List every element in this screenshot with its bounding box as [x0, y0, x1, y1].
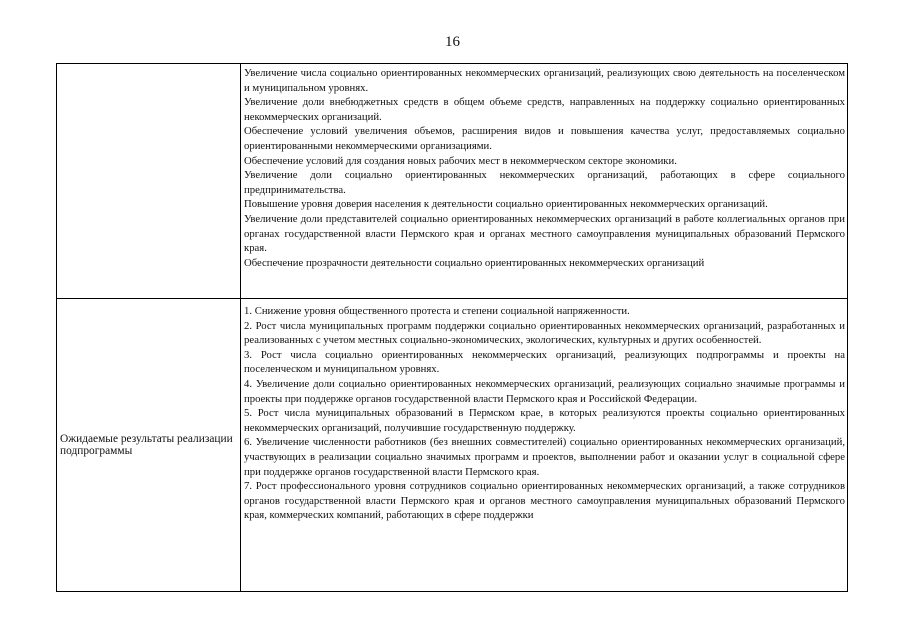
list-item: 4. Увеличение доли социально ориентированных некоммерческих организаций, реализующих социально значимые программы и проекты при поддержке органов государственной власти Пермского края и Российской Федерации.: [244, 377, 845, 405]
list-item: 2. Рост числа муниципальных программ поддержки социально ориентированных некоммерческих организаций, разработанных и реализованных с учетом местных социально-экономических, экологических, культурных и других особенностей.: [244, 319, 845, 347]
list-item: Увеличение доли представителей социально ориентированных некоммерческих организаций в работе коллегиальных органов при органах государственной власти Пермского края и органах местного самоуправления муниципальных образований Пермского края.: [244, 212, 845, 255]
row-label: [57, 64, 241, 298]
table-row-goals: [57, 64, 847, 298]
subprogram-table: [56, 63, 848, 592]
list-item: Обеспечение условий увеличения объемов, расширения видов и повышения качества услуг, предоставляемых социально ориентированными некоммерческими организациями.: [244, 125, 845, 152]
list-item: Увеличение доли социально ориентированных некоммерческих организаций, работающих в сфере социального предпринимательства.: [244, 169, 845, 196]
list-item: Повышение уровня доверия населения к деятельности социально ориентированных некоммерческих организаций.: [244, 198, 768, 211]
row-label: Ожидаемые результаты реализации подпрограммы: [57, 299, 241, 591]
list-item: 7. Рост профессионального уровня сотрудников социально ориентированных некоммерческих организаций, а также сотрудников органов государственной власти Пермского края и органов местного самоуправления муниципальных образований Пермского края, коммерческих компаний, работающих в сфере поддержки: [244, 480, 845, 522]
list-item: 5. Рост числа муниципальных образований в Пермском крае, в которых реализуются проекты социально ориентированных некоммерческих организаций, получившие государственную поддержку.: [244, 407, 845, 434]
list-item: Обеспечение прозрачности деятельности социально ориентированных некоммерческих организаций: [244, 256, 705, 269]
table-row-expected-results: [57, 298, 847, 591]
page-number: 16: [445, 34, 460, 50]
row-content: [241, 299, 847, 591]
list-item: 1. Снижение уровня общественного протеста и степени социальной напряженности.: [244, 305, 630, 317]
list-item: Увеличение доли внебюджетных средств в общем объеме средств, направленных на поддержку социально ориентированных некоммерческих организаций.: [244, 96, 845, 123]
list-item: 6. Увеличение численности работников (без внешних совместителей) социально ориентированных некоммерческих организаций, участвующих в реализации социально значимых программ и проектов, выполнении работ и оказании услуг в социальной сфере при поддержке органов государственной власти Пермского края.: [244, 436, 845, 478]
list-item: Увеличение числа социально ориентированных некоммерческих организаций, реализующих свою деятельность на поселенческом и муниципальном уровнях.: [244, 67, 845, 94]
list-item: 3. Рост числа социально ориентированных некоммерческих организаций, реализующих подпрограммы и проекты на поселенческом и муниципальном уровнях.: [244, 348, 845, 376]
row-content: [241, 64, 847, 298]
list-item: Обеспечение условий для создания новых рабочих мест в некоммерческом секторе экономики.: [244, 154, 677, 167]
